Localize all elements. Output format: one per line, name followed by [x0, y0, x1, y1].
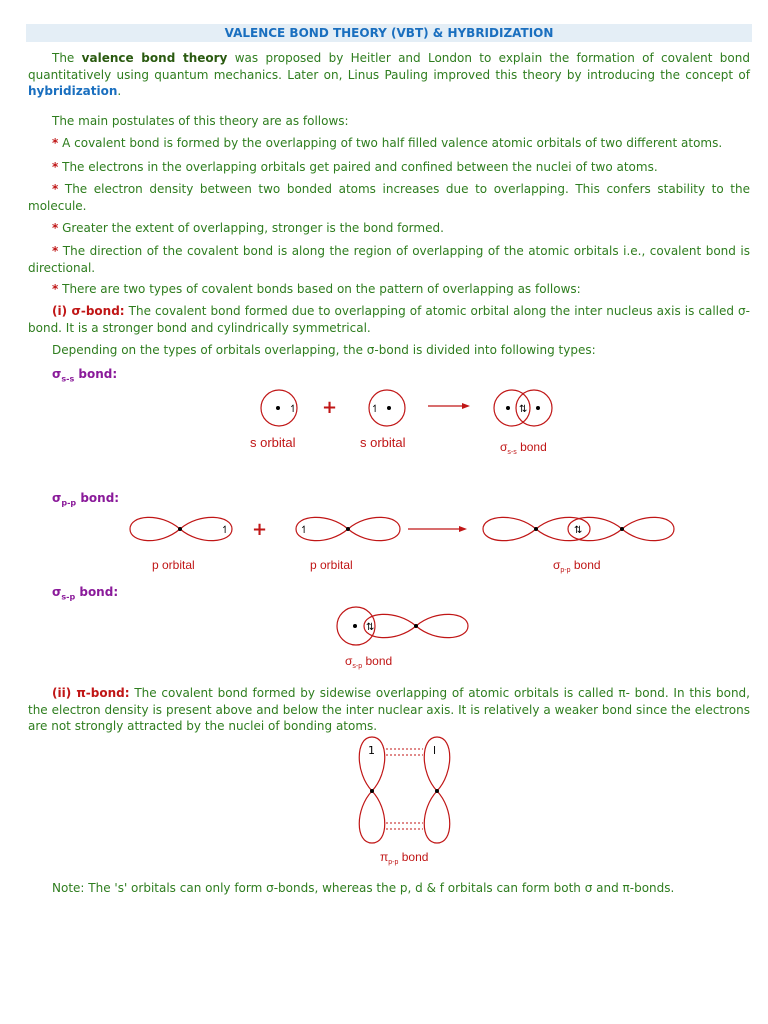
postulate-5: * The direction of the covalent bond is along the region of overlapping of the atomic orbitals i.e., covalent bond is directional. — [28, 244, 750, 275]
svg-text:↿: ↿ — [289, 404, 298, 415]
sigma-bond-paragraph: (i) σ-bond: The covalent bond formed due to overlapping of atomic orbital along the inter nucleus axis is called σ-bond. It is a stronger bond and cylindrically symmetrical. — [28, 304, 750, 335]
svg-text:⇅: ⇅ — [519, 404, 528, 415]
svg-text:⇅: ⇅ — [366, 622, 375, 633]
sigma-pp-product-label: $\sigma_{p-p}$ bond — [553, 558, 601, 574]
svg-text:l: l — [433, 744, 437, 757]
postulates-intro: The main postulates of this theory are as follows: — [52, 114, 349, 128]
page-title: VALENCE BOND THEORY (VBT) & HYBRIDIZATION — [26, 24, 752, 42]
postulate-2: * The electrons in the overlapping orbitals get paired and confined between the nuclei of two atoms. — [52, 160, 658, 174]
svg-text:↿: ↿ — [371, 404, 380, 415]
sigma-sp-diagram — [0, 598, 768, 678]
sigma-ss-product-label: $\sigma_{s-s}$ bond — [500, 440, 547, 456]
svg-text:1: 1 — [368, 744, 375, 757]
postulate-3: * The electron density between two bonded atoms increases due to overlapping. This confers stability to the molecule. — [28, 182, 750, 213]
s-orbital-label-2: s orbital — [360, 435, 406, 450]
sigma-ss-heading: $\sigma_{s-s}$ bond: — [52, 367, 118, 384]
s-orbital-label-1: s orbital — [250, 435, 296, 450]
pi-pp-diagram — [0, 735, 768, 865]
note-paragraph: Note: The 's' orbitals can only form σ-bonds, whereas the p, d & f orbitals can form both σ and π-bonds. — [52, 881, 675, 895]
postulate-6: * There are two types of covalent bonds based on the pattern of overlapping as follows: — [52, 282, 581, 296]
svg-text:⇅: ⇅ — [574, 525, 583, 536]
pi-bond-label: (ii) π-bond: — [52, 686, 130, 700]
plus-sign-1: + — [322, 397, 338, 418]
valence-bond-theory-term: valence bond theory — [81, 51, 228, 65]
pi-bond-paragraph: (ii) π-bond: The covalent bond formed by sidewise overlapping of atomic orbitals is called π- bond. In this bond, the electron density is present above and below the inter nuclear axis. It is relatively a weaker bond since the electrons are not strongly attracted by the nuclei of bonding atoms. — [28, 686, 750, 733]
intro-paragraph: The valence bond theory was proposed by Heitler and London to explain the formation of covalent bond quantitatively using quantum mechanics. Later on, Linus Pauling improved this theory by introducing the concept of hybridization. — [28, 51, 750, 98]
sigma-pp-diagram — [0, 500, 768, 590]
sigma-sp-heading: $\sigma_{s-p}$ bond: — [52, 585, 119, 602]
postulate-4: * Greater the extent of overlapping, stronger is the bond formed. — [52, 221, 444, 235]
sigma-bond-label: (i) σ-bond: — [52, 304, 125, 318]
svg-text:↿: ↿ — [221, 525, 230, 536]
sigma-types-intro: Depending on the types of orbitals overlapping, the σ-bond is divided into following types: — [52, 343, 596, 357]
hybridization-link[interactable]: hybridization — [28, 84, 118, 98]
pi-pp-product-label: $\pi_{p-p}$ bond — [380, 850, 429, 866]
svg-text:↿: ↿ — [300, 525, 309, 536]
p-orbital-label-1: p orbital — [152, 558, 195, 572]
sigma-sp-product-label: $\sigma_{s-p}$ bond — [345, 654, 393, 670]
plus-sign-2: + — [252, 519, 268, 540]
postulate-1: * A covalent bond is formed by the overlapping of two half filled valence atomic orbitals of two different atoms. — [52, 136, 723, 150]
p-orbital-label-2: p orbital — [310, 558, 353, 572]
sigma-pp-heading: $\sigma_{p-p}$ bond: — [52, 491, 120, 508]
sigma-ss-diagram — [0, 375, 768, 465]
